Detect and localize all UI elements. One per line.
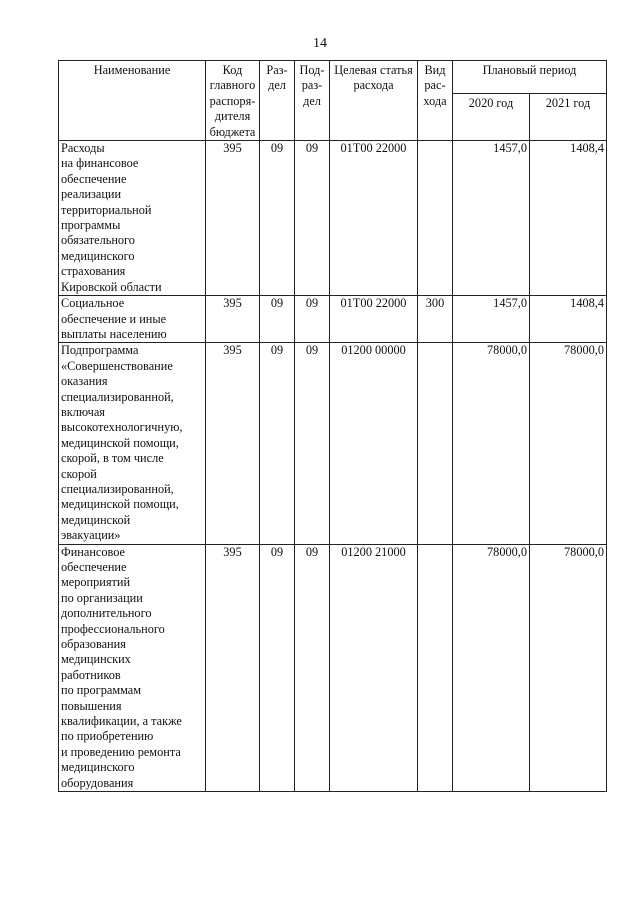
row-2020: 1457,0 [453, 141, 530, 296]
row-name: Социальное обеспечение и иные выплаты населению [59, 296, 206, 343]
row-podrazdel: 09 [295, 141, 330, 296]
row-2021: 78000,0 [530, 343, 607, 544]
table-row [59, 343, 607, 544]
header-razdel: Раз-дел [260, 61, 295, 141]
row-razdel: 09 [260, 343, 295, 544]
table-row [59, 296, 607, 343]
page-number: 14 [313, 36, 327, 51]
row-vid: 300 [418, 296, 453, 343]
row-podrazdel: 09 [295, 343, 330, 544]
header-row [59, 61, 607, 94]
header-year-2021: 2021 год [530, 94, 607, 141]
row-2021: 1408,4 [530, 296, 607, 343]
row-name: Финансовое обеспечение мероприятий по организации дополнительного профессионального образования медицинских работников по программам повышения квалификации, а также по приобретению и проведению ремонта медицинского оборудования [59, 544, 206, 792]
row-code: 395 [206, 343, 260, 544]
row-vid [418, 544, 453, 792]
row-razdel: 09 [260, 544, 295, 792]
row-target: 01Т00 22000 [330, 296, 418, 343]
row-2020: 78000,0 [453, 544, 530, 792]
table-row [59, 544, 607, 792]
row-podrazdel: 09 [295, 296, 330, 343]
row-code: 395 [206, 296, 260, 343]
header-podrazdel: Под-раз-дел [295, 61, 330, 141]
row-podrazdel: 09 [295, 544, 330, 792]
row-vid [418, 343, 453, 544]
header-code: Код главного распоря-дителя бюджетa [206, 61, 260, 141]
budget-table [58, 60, 607, 792]
row-code: 395 [206, 544, 260, 792]
header-vid: Вид рас-хода [418, 61, 453, 141]
header-name: Наименование [59, 61, 206, 141]
header-year-2020: 2020 год [453, 94, 530, 141]
row-2020: 78000,0 [453, 343, 530, 544]
header-planned-period: Плановый период [453, 61, 607, 94]
row-target: 01200 21000 [330, 544, 418, 792]
row-target: 01Т00 22000 [330, 141, 418, 296]
header-target: Целевая статья расхода [330, 61, 418, 141]
row-target: 01200 00000 [330, 343, 418, 544]
row-name: Расходы на финансовое обеспечение реализации территориальной программы обязательного медицинского страхования Кировской области [59, 141, 206, 296]
row-2021: 78000,0 [530, 544, 607, 792]
row-2020: 1457,0 [453, 296, 530, 343]
table-row [59, 141, 607, 296]
row-razdel: 09 [260, 141, 295, 296]
row-razdel: 09 [260, 296, 295, 343]
row-vid [418, 141, 453, 296]
row-name: Подпрограмма «Совершенствование оказания специализированной, включая высокотехнологичную, медицинской помощи, скорой, в том числе скорой специализированной, медицинской помощи, медицинской эвакуации» [59, 343, 206, 544]
row-2021: 1408,4 [530, 141, 607, 296]
row-code: 395 [206, 141, 260, 296]
